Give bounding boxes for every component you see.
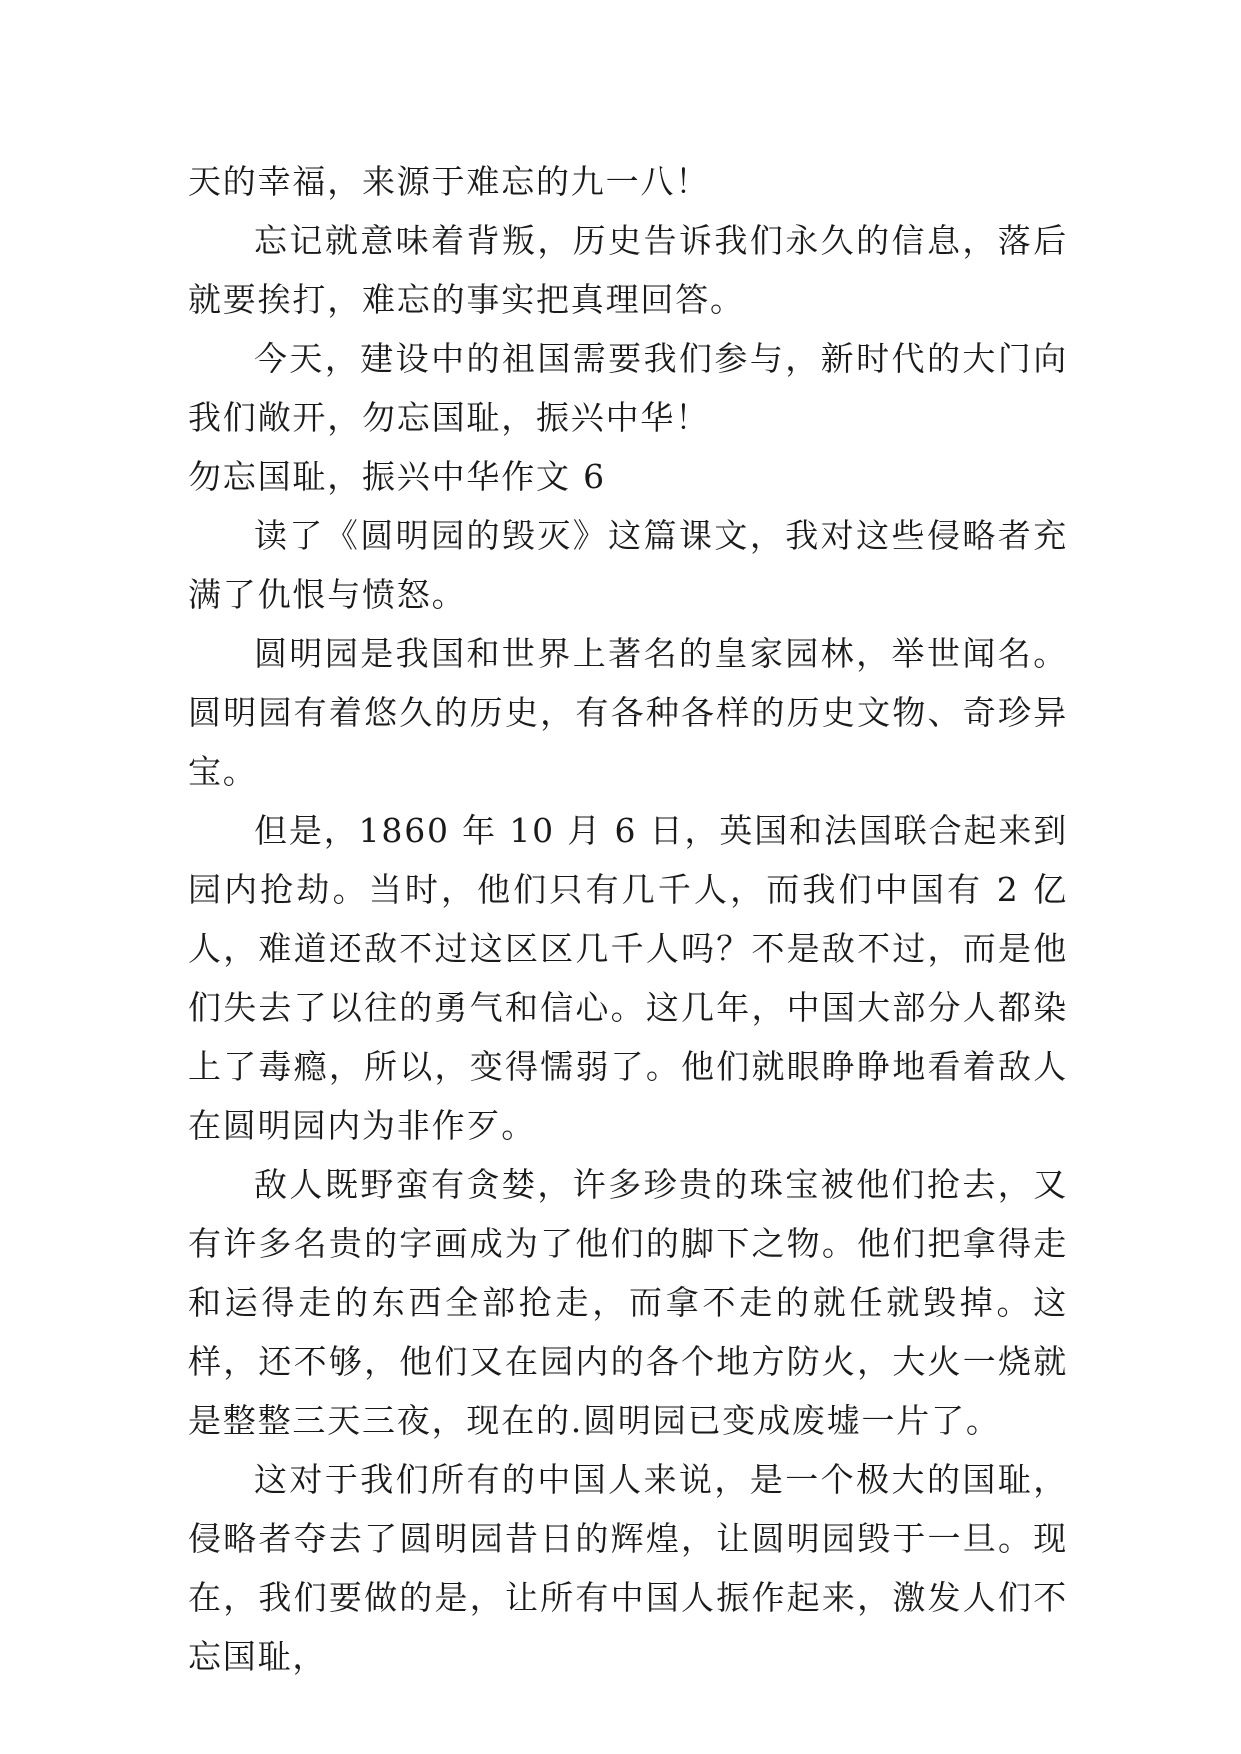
essay-heading: 勿忘国耻，振兴中华作文 6 <box>188 457 606 496</box>
paragraph: 今天，建设中的祖国需要我们参与，新时代的大门向我们敞开，勿忘国耻，振兴中华！ <box>188 339 1068 437</box>
paragraph: 忘记就意味着背叛，历史告诉我们永久的信息，落后就要挨打，难忘的事实把真理回答。 <box>188 221 1068 319</box>
paragraph: 这对于我们所有的中国人来说，是一个极大的国耻，侵略者夺去了圆明园昔日的辉煌，让圆明园毁于一旦。现在，我们要做的是，让所有中国人振作起来，激发人们不忘国耻， <box>188 1460 1068 1676</box>
paragraph: 圆明园是我国和世界上著名的皇家园林，举世闻名。圆明园有着悠久的历史，有各种各样的历史文物、奇珍异宝。 <box>188 634 1068 791</box>
document-page <box>188 152 1068 1686</box>
paragraph-continuation: 天的幸福，来源于难忘的九一八！ <box>188 162 710 201</box>
paragraph: 读了《圆明园的毁灭》这篇课文，我对这些侵略者充满了仇恨与愤怒。 <box>188 516 1068 614</box>
paragraph: 但是，1860 年 10 月 6 日，英国和法国联合起来到园内抢劫。当时，他们只有几千人，而我们中国有 2 亿人，难道还敌不过这区区几千人吗？不是敌不过，而是他们失去了以往的勇气和信心。这几年，中国大部分人都染上了毒瘾，所以，变得懦弱了。他们就眼睁睁地看着敌人在圆明园内为非作歹。 <box>188 811 1068 1145</box>
paragraph: 敌人既野蛮有贪婪，许多珍贵的珠宝被他们抢去，又有许多名贵的字画成为了他们的脚下之物。他们把拿得走和运得走的东西全部抢走，而拿不走的就任就毁掉。这样，还不够，他们又在园内的各个地方防火，大火一烧就是整整三天三夜，现在的.圆明园已变成废墟一片了。 <box>188 1165 1068 1440</box>
